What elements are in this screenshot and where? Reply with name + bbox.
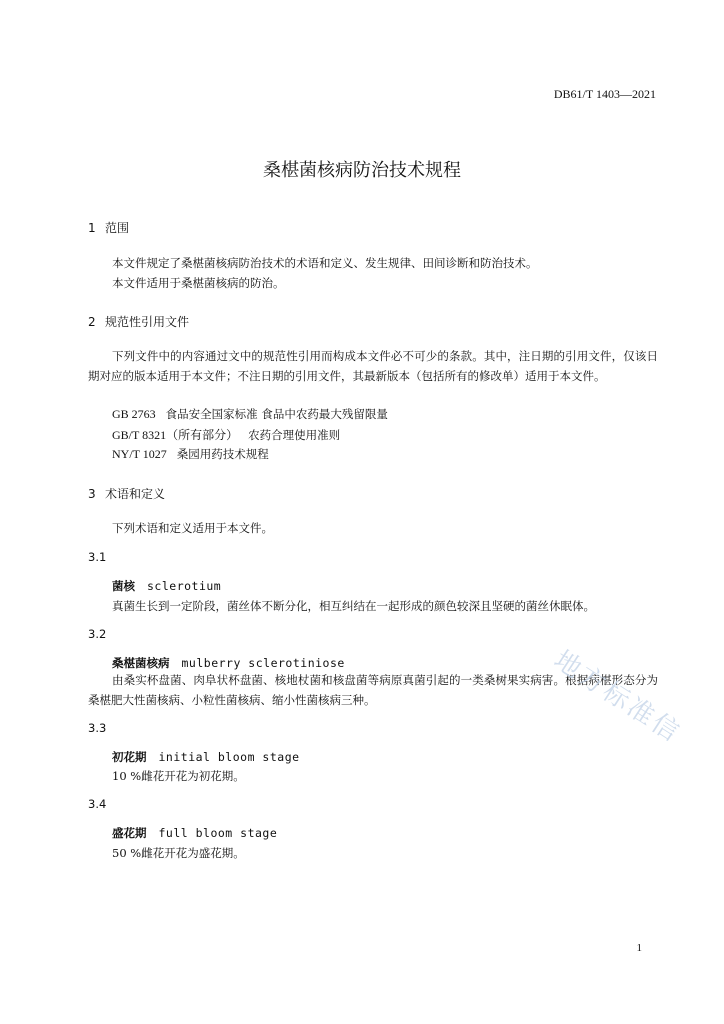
term-definition: 10 %雌花开花为初花期。 — [112, 769, 245, 783]
document-number: DB61/T 1403—2021 — [553, 87, 656, 101]
watermark: 地方标准信 — [548, 645, 687, 750]
document-title: 桑椹菌核病防治技术规程 — [263, 160, 461, 181]
section-title: 范围 — [105, 221, 130, 235]
section-title: 术语和定义 — [105, 487, 166, 501]
term-english: full bloom stage — [158, 826, 278, 840]
term-number: 3.2 — [88, 627, 107, 641]
reference-item — [112, 426, 340, 443]
scope-paragraph-1: 本文件规定了桑椹菌核病防治技术的术语和定义、发生规律、田间诊断和防治技术。 — [112, 256, 538, 270]
section-3-heading — [88, 485, 165, 502]
reference-code: GB/T 8321（所有部分） — [112, 428, 239, 442]
term-chinese: 菌核 — [112, 579, 135, 593]
reference-item — [112, 446, 269, 462]
section-number: 1 — [88, 221, 96, 235]
term-number: 3.1 — [88, 550, 107, 564]
reference-item — [112, 406, 388, 422]
term-english: mulberry sclerotiniose — [181, 656, 345, 670]
reference-name: 桑园用药技术规程 — [176, 447, 269, 461]
term-chinese: 初花期 — [112, 750, 147, 764]
term-definition: 由桑实杯盘菌、肉阜状杯盘菌、核地杖菌和核盘菌等病原真菌引起的一类桑树果实病害。根据病椹形态分为桑椹肥大性菌核病、小粒性菌核病、缩小性菌核病三种。 — [88, 673, 658, 707]
term-english: initial bloom stage — [158, 750, 300, 764]
term-entry — [112, 825, 277, 841]
terms-intro: 下列术语和定义适用于本文件。 — [112, 521, 273, 535]
section-1-heading — [88, 219, 129, 236]
section-number: 3 — [88, 487, 96, 501]
term-entry — [112, 655, 345, 671]
section-title: 规范性引用文件 — [105, 315, 190, 329]
reference-name: 食品安全国家标准 食品中农药最大残留限量 — [165, 407, 388, 421]
term-chinese: 盛花期 — [112, 826, 147, 840]
section-number: 2 — [88, 315, 96, 329]
term-definition: 真菌生长到一定阶段，菌丝体不断分化，相互纠结在一起形成的颜色较深且坚硬的菌丝休眠体。 — [112, 599, 595, 613]
page-number: 1 — [636, 942, 642, 954]
term-definition: 50 %雌花开花为盛花期。 — [112, 846, 245, 860]
reference-name: 农药合理使用准则 — [248, 428, 341, 442]
normative-references-intro: 下列文件中的内容通过文中的规范性引用而构成本文件必不可少的条款。其中，注日期的引用文件，仅该日期对应的版本适用于本文件；不注日期的引用文件，其最新版本（包括所有的修改单）适用于本文件。 — [88, 349, 658, 383]
reference-code: GB 2763 — [112, 407, 156, 421]
section-2-heading — [88, 313, 189, 330]
term-chinese: 桑椹菌核病 — [112, 656, 170, 670]
term-number: 3.3 — [88, 721, 107, 735]
term-number: 3.4 — [88, 797, 107, 811]
term-entry — [112, 749, 300, 765]
term-entry — [112, 578, 221, 594]
term-english: sclerotium — [147, 579, 222, 593]
scope-paragraph-2: 本文件适用于桑椹菌核病的防治。 — [112, 276, 285, 290]
reference-code: NY/T 1027 — [112, 447, 167, 461]
